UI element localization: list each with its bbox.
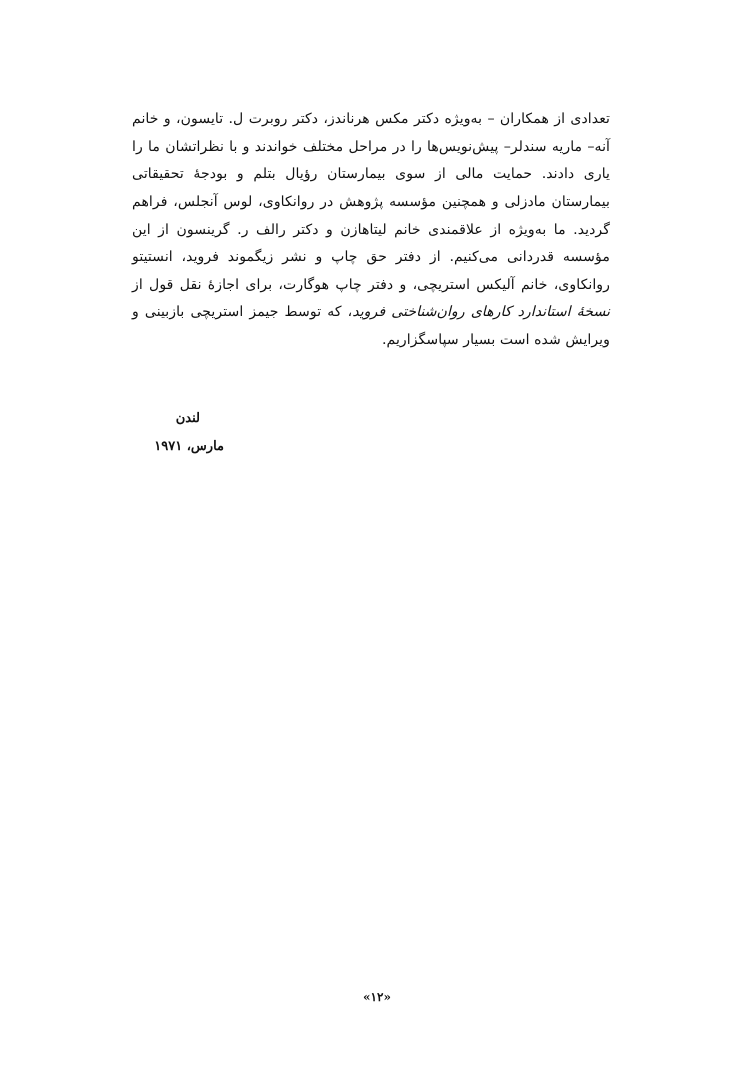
signoff-date: مارس، ۱۹۷۱ [154,439,224,454]
acknowledgement-paragraph [132,106,610,354]
paragraph-text-part-2: ، که توسط جیمز استریچی بازبینی و ویرایش شده است بسیار سپاسگزاریم. [132,304,610,348]
signoff-place: لندن [175,411,200,426]
book-title-italic: نسخهٔ استاندارد کارهای روان‌شناختی فروید [352,304,610,321]
signoff-block [104,405,224,461]
paragraph-text-part-1: تعدادی از همکاران – به‌ویژه دکتر مکس هرناندز، دکتر روبرت ل. تایسون، و خانم آنه– ماریه سندلر– پیش‌نویس‌ها را در مراحل مختلف خواندند و با نظراتشان ما را یاری دادند. حمایت مالی از سوی بیمارستان رؤیال بتلم و بودجهٔ تحقیقاتی بیمارستان مادزلی و همچنین مؤسسه پژوهش در روانکاوی، لوس آنجلس، فراهم گردید. ما به‌ویژه از علاقمندی خانم لیتاهازن و دکتر رالف ر. گرینسون از این مؤسسه قدردانی می‌کنیم. از دفتر حق چاپ و نشر زیگموند فروید، انستیتو روانکاوی، خانم آلیکس استریچی، و دفتر چاپ هوگارت، برای اجازهٔ نقل قول از [132,111,610,293]
page-number: «۱۲» [363,990,391,1004]
